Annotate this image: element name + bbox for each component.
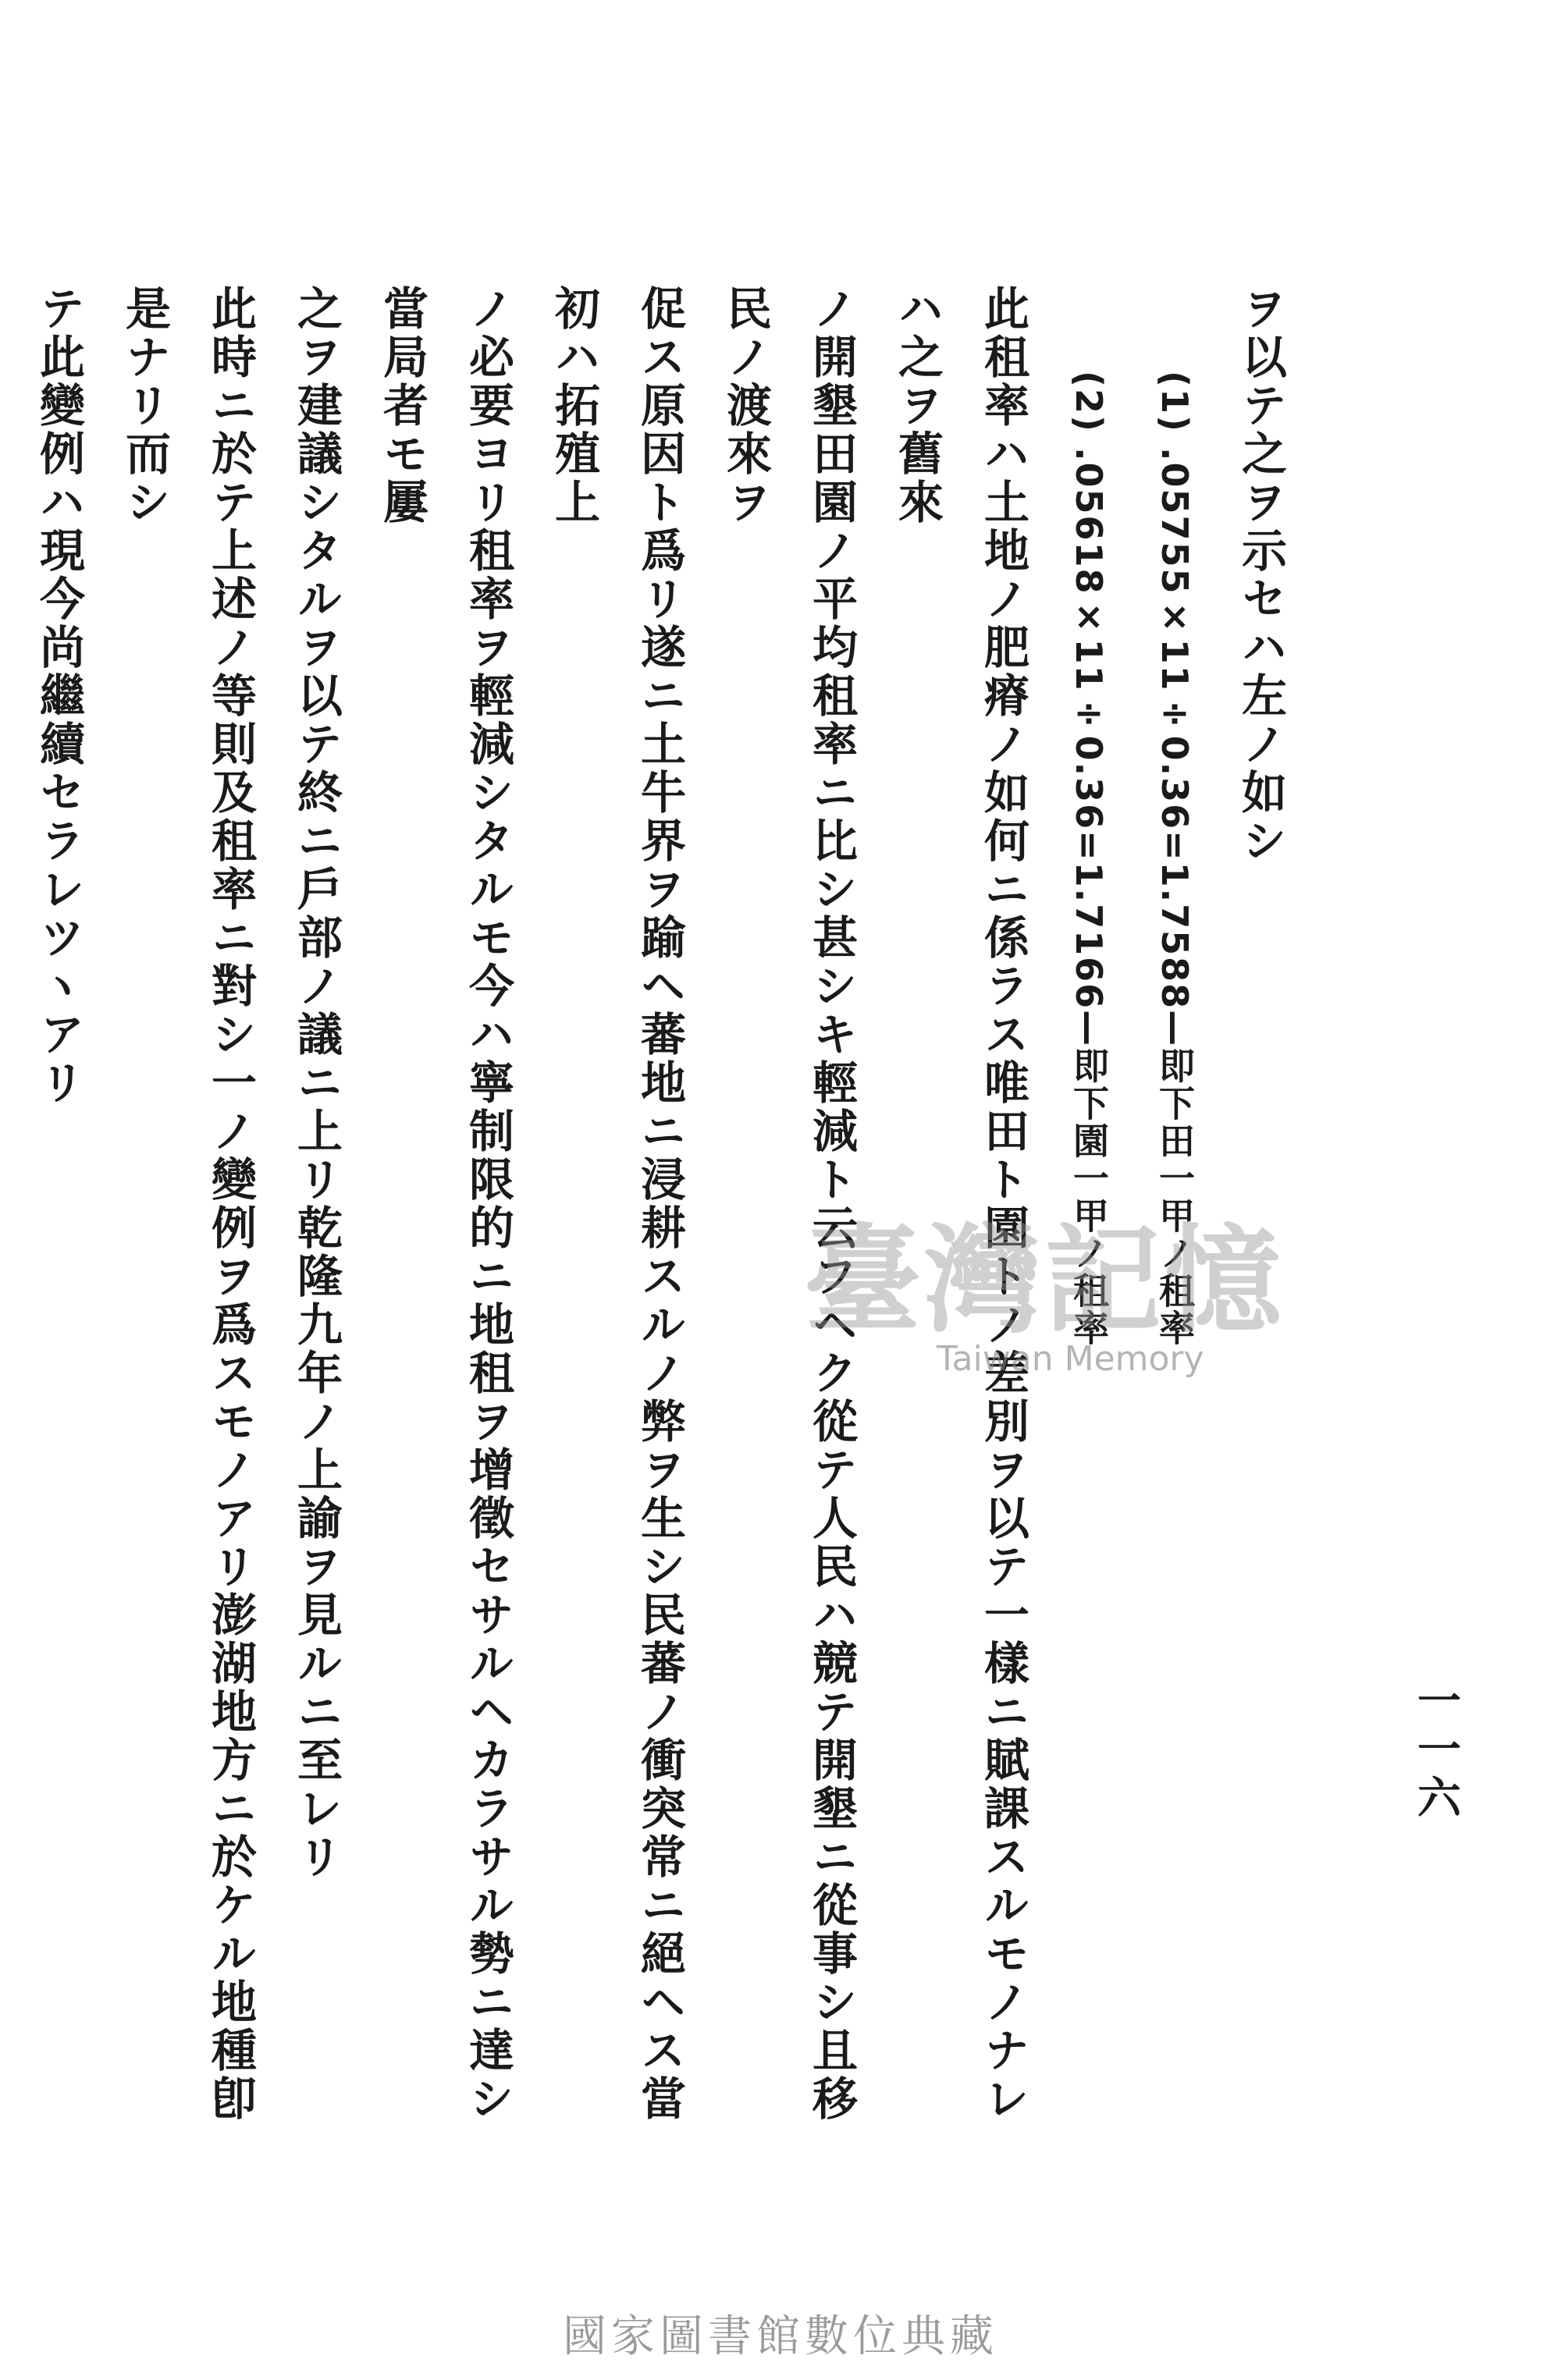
page-number: 一一六 bbox=[1410, 1678, 1462, 1823]
formula-line: (1) .05755×11÷0.36=1.7588—即下田一甲ノ租率 bbox=[1154, 371, 1196, 1348]
text-column: テ此變例ハ現今尚繼續セラレツヽアリ bbox=[32, 285, 85, 1107]
watermark-chars: 臺灣記憶 bbox=[804, 1212, 1285, 1349]
text-column: ノ必要ヨリ租率ヲ輕減シタルモ今ハ寧制限的ニ地租ヲ增徵セサルヘカラサル勢ニ達シ當局者モ屢 bbox=[375, 285, 514, 2123]
formula-line: (2) .05618×11÷0.36=1.7166—即下園一甲ノ租率 bbox=[1068, 371, 1110, 1348]
vertical-text-body bbox=[32, 285, 1303, 2158]
text-column: ノ開墾田園ノ平均租率ニ比シ甚シキ輕減ト云フヘク從テ人民ハ競テ開墾ニ從事シ且移民ノ渡來ヲ bbox=[719, 285, 858, 2123]
text-column: 促ス原因ト爲リ遂ニ土牛界ヲ踰ヘ蕃地ニ浸耕スルノ弊ヲ生シ民蕃ノ衝突常ニ絕ヘス當初ハ拓殖上 bbox=[547, 285, 686, 2123]
text-column bbox=[0, 285, 16, 2158]
text-column: 之ヲ建議シタルヲ以テ終ニ戶部ノ議ニ上リ乾隆九年ノ上諭ヲ見ルニ至レリ bbox=[290, 285, 343, 1881]
text-column: 此時ニ於テ上述ノ等則及租率ニ對シ一ノ變例ヲ爲スモノアリ澎湖地方ニ於ケル地種卽是ナリ而シ bbox=[118, 285, 257, 2123]
text-column: 此租率ハ土地ノ肥瘠ノ如何ニ係ラス唯田ト園トノ差別ヲ以テ一樣ニ賦課スルモノナレハ之ヲ舊來 bbox=[891, 285, 1029, 2123]
footer-library-credit: 國家圖書館數位典藏 bbox=[563, 2311, 998, 2362]
watermark-latin: Taiwan Memory bbox=[937, 1339, 1204, 1379]
text-column: ヲ以テ之ヲ示セハ左ノ如シ bbox=[1234, 285, 1287, 865]
